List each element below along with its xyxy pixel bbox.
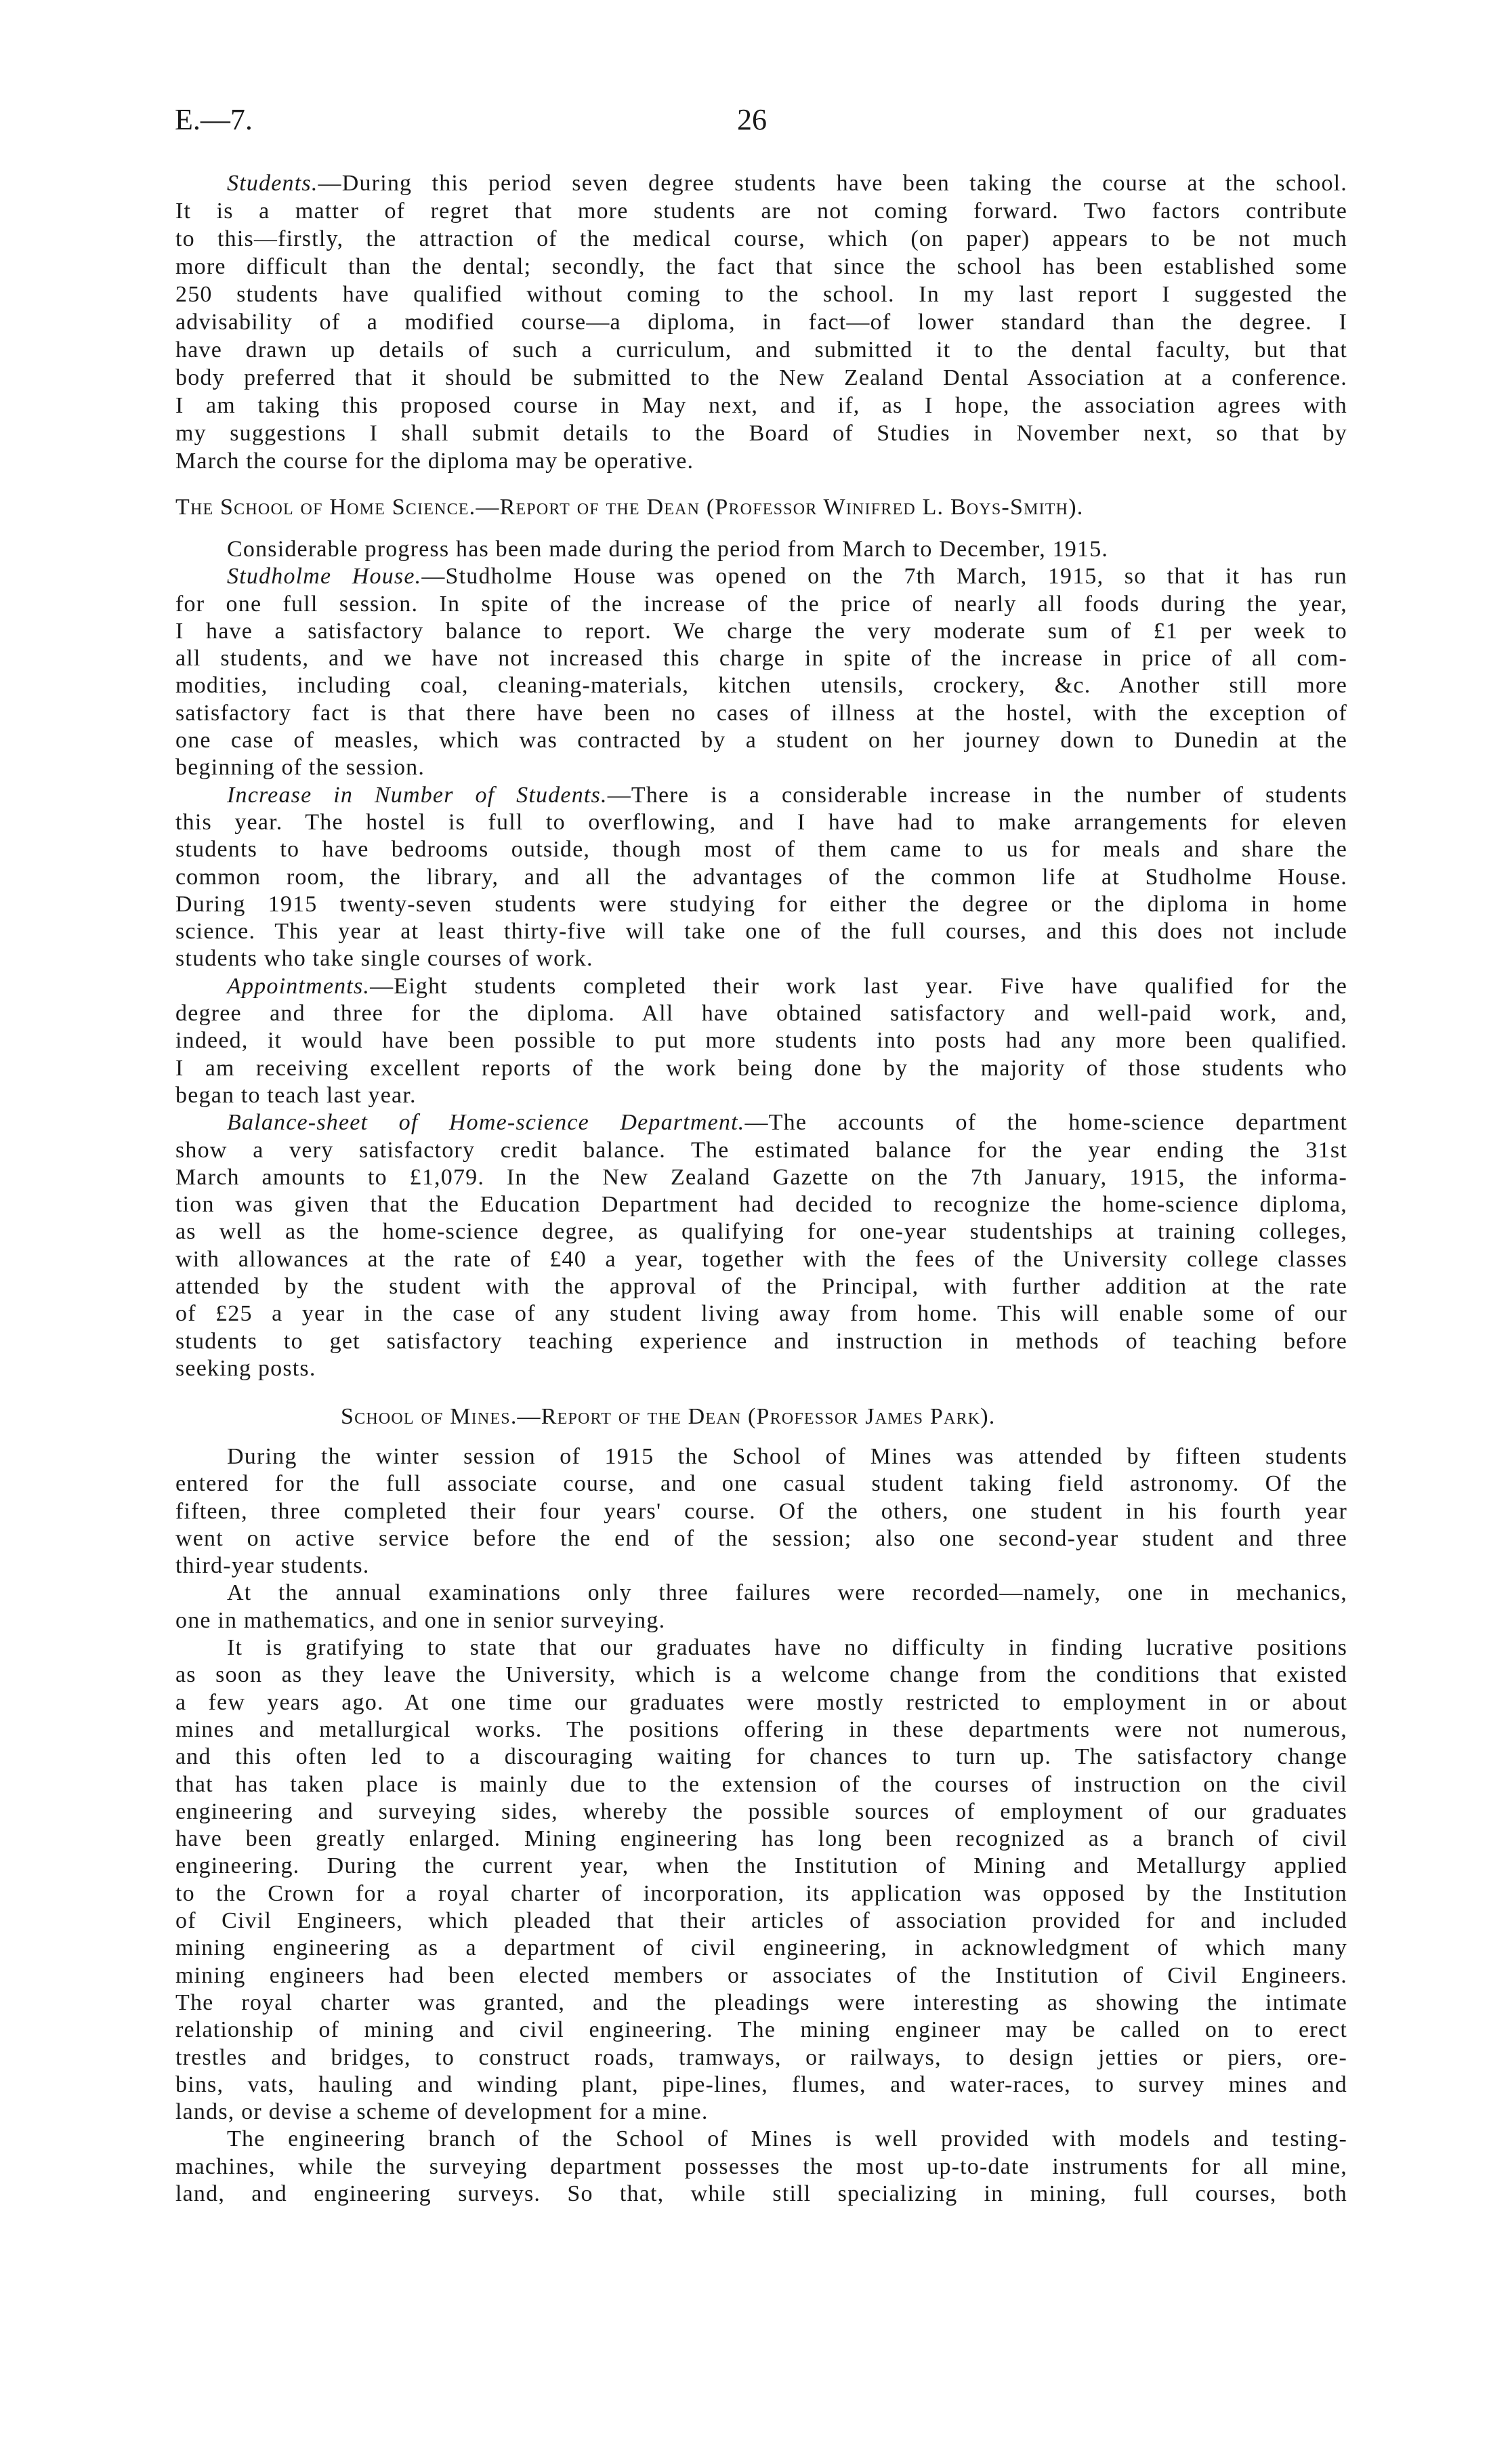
text-line: that has taken place is mainly due to the extension of the courses of instruction on the civil (175, 1771, 1347, 1797)
text-line: science. This year at least thirty-five will take one of the full courses, and this does not include (175, 919, 1347, 945)
text-line: Studholme House.—Studholme House was opened on the 7th March, 1915, so that it has run (227, 564, 1347, 590)
text-line: mines and metallurgical works. The positions offering in these departments were not numerous, (175, 1716, 1347, 1742)
text-line: engineering and surveying sides, whereby the possible sources of employment of our graduates (175, 1798, 1347, 1824)
text-line: relationship of mining and civil engineering. The mining engineer may be called on to erect (175, 2017, 1347, 2043)
text-line: show a very satisfactory credit balance. The estimated balance for the year ending the 31st (175, 1137, 1347, 1163)
text-line: body preferred that it should be submitted to the New Zealand Dental Association at a conference. (175, 365, 1347, 390)
paragraph-lead: Students. (227, 171, 318, 196)
text-line: as soon as they leave the University, which is a welcome change from the conditions that existed (175, 1662, 1347, 1688)
text-line: During 1915 twenty-seven students were studying for either the degree or the diploma in home (175, 891, 1347, 917)
text-line: During the winter session of 1915 the School of Mines was attended by fifteen students (227, 1444, 1347, 1469)
paragraph-lead: Increase in Number of Students. (227, 782, 608, 808)
text-line: beginning of the session. (175, 755, 425, 781)
paragraph (175, 2126, 1347, 2208)
text-line: students who take single courses of work. (175, 946, 593, 972)
text-line: machines, while the surveying department possesses the most up-to-date instruments for all mine, (175, 2153, 1347, 2179)
text-line: for one full session. In spite of the increase of the price of nearly all foods during the year, (175, 591, 1347, 617)
text-line: Increase in Number of Students.—There is a considerable increase in the number of students (227, 782, 1347, 808)
text-line: a few years ago. At one time our graduates were mostly restricted to employment in or about (175, 1689, 1347, 1715)
text-line: my suggestions I shall submit details to the Board of Studies in November next, so that by (175, 421, 1347, 446)
text-line: modities, including coal, cleaning-materials, kitchen utensils, crockery, &c. Another still more (175, 673, 1347, 699)
text-line: began to teach last year. (175, 1082, 417, 1108)
text-line: land, and engineering surveys. So that, while still specializing in mining, full courses, both (175, 2181, 1347, 2207)
text-line: The engineering branch of the School of Mines is well provided with models and testing- (227, 2126, 1347, 2152)
text-line: Appointments.—Eight students completed their work last year. Five have qualified for the (227, 973, 1347, 999)
paragraph (175, 536, 1347, 563)
text-line: with allowances at the rate of £40 a year, together with the fees of the University college classes (175, 1246, 1347, 1272)
text-line: third-year students. (175, 1553, 370, 1579)
text-line: to the Crown for a royal charter of incorporation, its application was opposed by the Institution (175, 1880, 1347, 1906)
text-line: mining engineering as a department of civil engineering, in acknowledgment of which many (175, 1935, 1347, 1961)
paragraph-lead: Balance-sheet of Home-science Department. (227, 1110, 745, 1136)
text-line: went on active service before the end of the session; also one second-year student and three (175, 1525, 1347, 1551)
text-line: March amounts to £1,079. In the New Zealand Gazette on the 7th January, 1915, the informa- (175, 1164, 1347, 1190)
home-science-section (175, 536, 1347, 1382)
text-line: mining engineers had been elected members or associates of the Institution of Civil Engineers. (175, 1962, 1347, 1988)
text-line: and this often led to a discouraging waiting for chances to turn up. The satisfactory change (175, 1744, 1347, 1770)
page-number: 26 (737, 103, 767, 136)
text-line: seeking posts. (175, 1355, 316, 1381)
paragraph (175, 1109, 1347, 1382)
text-line: one case of measles, which was contracted by a student on her journey down to Dunedin at the (175, 728, 1347, 753)
text-line: advisability of a modified course—a diploma, in fact—of lower standard than the degree. I (175, 310, 1347, 335)
text-line: have been greatly enlarged. Mining engineering has long been recognized as a branch of civil (175, 1826, 1347, 1852)
text-line: The royal charter was granted, and the pleadings were interesting as showing the intimate (175, 1989, 1347, 2015)
text-line: indeed, it would have been possible to put more students into posts had any more been qualified. (175, 1028, 1347, 1054)
paragraph (175, 1580, 1347, 1634)
text-line: common room, the library, and all the advantages of the common life at Studholme House. (175, 864, 1347, 890)
text-line: At the annual examinations only three failures were recorded—namely, one in mechanics, (227, 1580, 1347, 1606)
text-line: trestles and bridges, to construct roads, tramways, or railways, to design jetties or piers, ore- (175, 2044, 1347, 2070)
school-of-mines-section (175, 1443, 1347, 2208)
text-line: Balance-sheet of Home-science Department.—The accounts of the home-science department (227, 1110, 1347, 1136)
text-line: bins, vats, hauling and winding plant, pipe-lines, flumes, and water-races, to survey mines and (175, 2071, 1347, 2097)
school-of-mines-heading: School of Mines.—Report of the Dean (Professor James Park). (341, 1404, 996, 1429)
paragraph (175, 1634, 1347, 2126)
text-line: lands, or devise a scheme of development for a mine. (175, 2099, 709, 2125)
text-line: I am receiving excellent reports of the work being done by the majority of those students who (175, 1055, 1347, 1081)
text-line: engineering. During the current year, when the Institution of Mining and Metallurgy applied (175, 1853, 1347, 1879)
text-line: one in mathematics, and one in senior surveying. (175, 1607, 666, 1633)
paragraph-lead: Studholme House. (227, 564, 422, 590)
text-line: degree and three for the diploma. All have obtained satisfactory and well-paid work, and, (175, 1001, 1347, 1027)
students-section (175, 169, 1347, 475)
text-line: Considerable progress has been made during the period from March to December, 1915. (227, 537, 1109, 562)
text-line: as well as the home-science degree, as qualifying for one-year studentships at training colleges, (175, 1219, 1347, 1245)
paragraph (175, 1443, 1347, 1580)
paragraph (175, 782, 1347, 973)
text-line: March the course for the diploma may be operative. (175, 449, 694, 474)
paragraph-lead: Appointments. (227, 973, 371, 999)
text-line: tion was given that the Education Department had decided to recognize the home-science diploma, (175, 1192, 1347, 1218)
text-line: students to have bedrooms outside, though most of them came to us for meals and share the (175, 837, 1347, 863)
text-line: I have a satisfactory balance to report. We charge the very moderate sum of £1 per week to (175, 618, 1347, 644)
text-line: I am taking this proposed course in May next, and if, as I hope, the association agrees with (175, 393, 1347, 418)
text-line: of £25 a year in the case of any student living away from home. This will enable some of our (175, 1301, 1347, 1327)
text-line: all students, and we have not increased this charge in spite of the increase in price of all com- (175, 646, 1347, 672)
text-line: Students.—During this period seven degree students have been taking the course at the school. (227, 171, 1347, 196)
text-line: have drawn up details of such a curriculum, and submitted it to the dental faculty, but that (175, 337, 1347, 363)
text-line: of Civil Engineers, which pleaded that their articles of association provided for and included (175, 1908, 1347, 1934)
text-line: It is gratifying to state that our graduates have no difficulty in finding lucrative positions (227, 1635, 1347, 1661)
text-line: this year. The hostel is full to overflowing, and I have had to make arrangements for eleven (175, 809, 1347, 835)
text-line: attended by the student with the approval of the Principal, with further addition at the rate (175, 1274, 1347, 1300)
paragraph (175, 973, 1347, 1109)
text-line: more difficult than the dental; secondly, the fact that since the school has been established some (175, 254, 1347, 279)
paragraph (175, 169, 1347, 475)
text-line: entered for the full associate course, and one casual student taking field astronomy. Of the (175, 1471, 1347, 1497)
text-line: fifteen, three completed their four years' course. Of the others, one student in his fourth year (175, 1498, 1347, 1524)
text-line: students to get satisfactory teaching experience and instruction in methods of teaching before (175, 1328, 1347, 1354)
paragraph (175, 563, 1347, 781)
text-line: It is a matter of regret that more students are not coming forward. Two factors contribute (175, 199, 1347, 224)
text-line: 250 students have qualified without coming to the school. In my last report I suggested the (175, 282, 1347, 307)
text-line: to this—firstly, the attraction of the medical course, which (on paper) appears to be not much (175, 226, 1347, 251)
home-science-heading: The School of Home Science.—Report of the Dean (Professor Winifred L. Boys-Smith). (175, 495, 1084, 520)
report-code: E.—7. (175, 103, 253, 136)
text-line: satisfactory fact is that there have been no cases of illness at the hostel, with the exception of (175, 700, 1347, 726)
